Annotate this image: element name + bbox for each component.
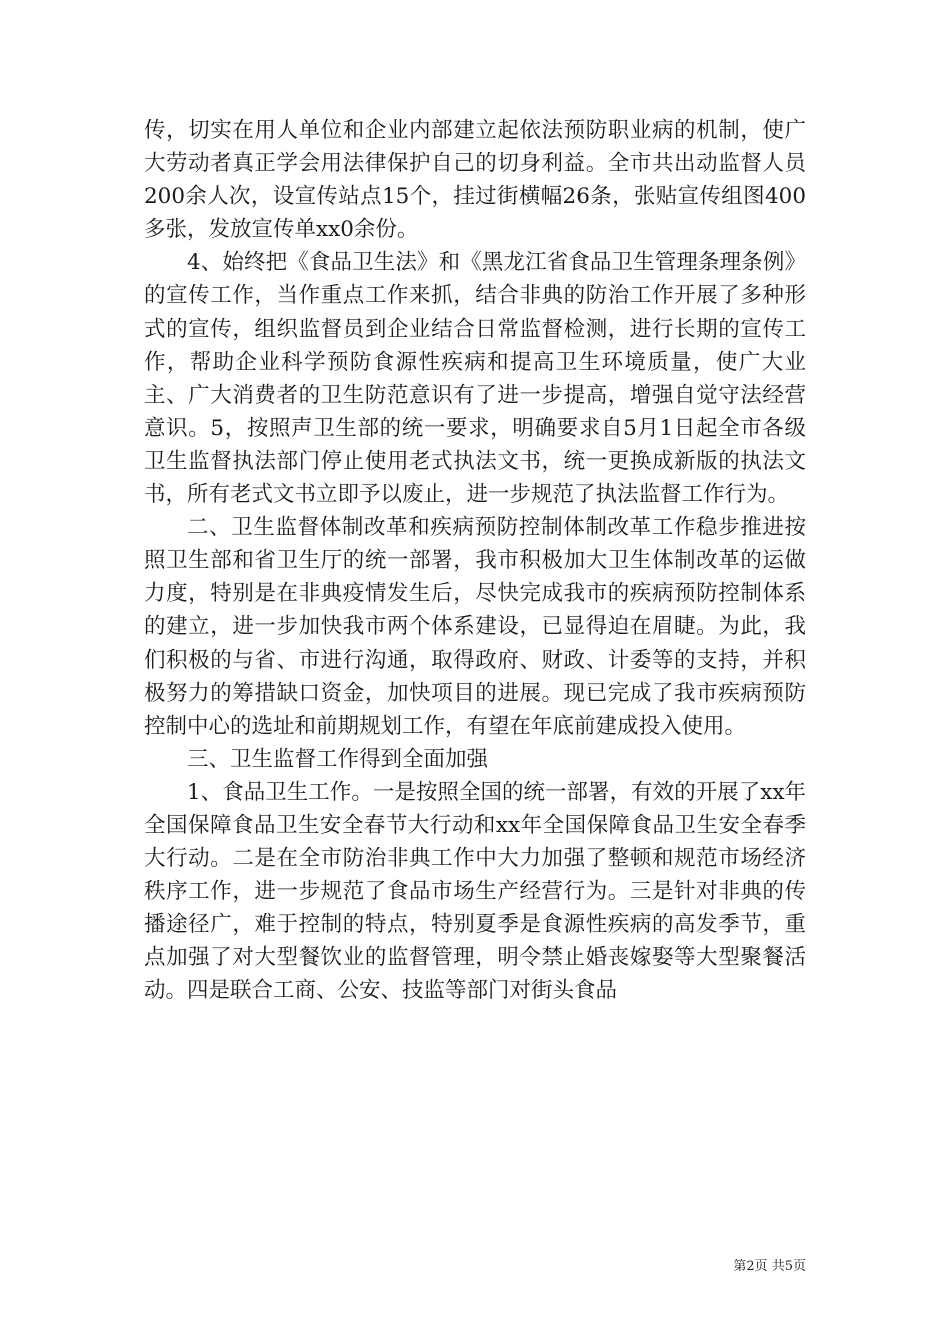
section-heading-3: 三、卫生监督工作得到全面加强 bbox=[187, 746, 489, 772]
page-number: 第2页 共5页 bbox=[733, 1259, 806, 1274]
paragraph-section-2: 二、卫生监督体制改革和疾病预防控制体制改革工作稳步推进按照卫生部和省卫生厅的统一部署，我市积极加大卫生体制改革的运做力度，特别是在非典疫情发生后，尽快完成我市的疾病预防控制体系的建立，进一步加快我市两个体系建设，已显得迫在眉睫。为此，我们积极的与省、市进行沟通，取得政府、财政、计委等的支持，并积极努力的筹措缺口资金，加快项目的进展。现已完成了我市疾病预防控制中心的选址和前期规划工作，有望在年底前建成投入使用。 bbox=[144, 515, 806, 739]
paragraph-item-4: 4、始终把《食品卫生法》和《黑龙江省食品卫生管理条理条例》的宣传工作，当作重点工作来抓，结合非典的防治工作开展了多种形式的宣传，组织监督员到企业结合日常监督检测，进行长期的宣传工作，帮助企业科学预防食源性疾病和提高卫生环境质量，使广大业主、广大消费者的卫生防范意识有了进一步提高，增强自觉守法经营意识。5，按照声卫生部的统一要求，明确要求自5月1日起全市各级卫生监督执法部门停止使用老式执法文书，统一更换成新版的执法文书，所有老式文书立即予以废止，进一步规范了执法监督工作行为。 bbox=[144, 250, 806, 508]
paragraph-food-hygiene: 1、食品卫生工作。一是按照全国的统一部署，有效的开展了xx年全国保障食品卫生安全春节大行动和xx年全国保障食品卫生安全春季大行动。二是在全市防治非典工作中大力加强了整顿和规范市场经济秩序工作，进一步规范了食品市场生产经营行为。三是针对非典的传播途径广，难于控制的特点，特别夏季是食源性疾病的高发季节，重点加强了对大型餐饮业的监督管理，明令禁止婚丧嫁娶等大型聚餐活动。四是联合工商、公安、技监等部门对街头食品 bbox=[144, 779, 806, 1004]
body-text bbox=[144, 114, 806, 1008]
paragraph-continuation: 传，切实在用人单位和企业内部建立起依法预防职业病的机制，使广大劳动者真正学会用法律保护自己的切身利益。全市共出动监督人员200余人次，设宣传站点15个，挂过街横幅26条，张贴宣传组图400多张，发放宣传单xx0余份。 bbox=[144, 118, 806, 243]
